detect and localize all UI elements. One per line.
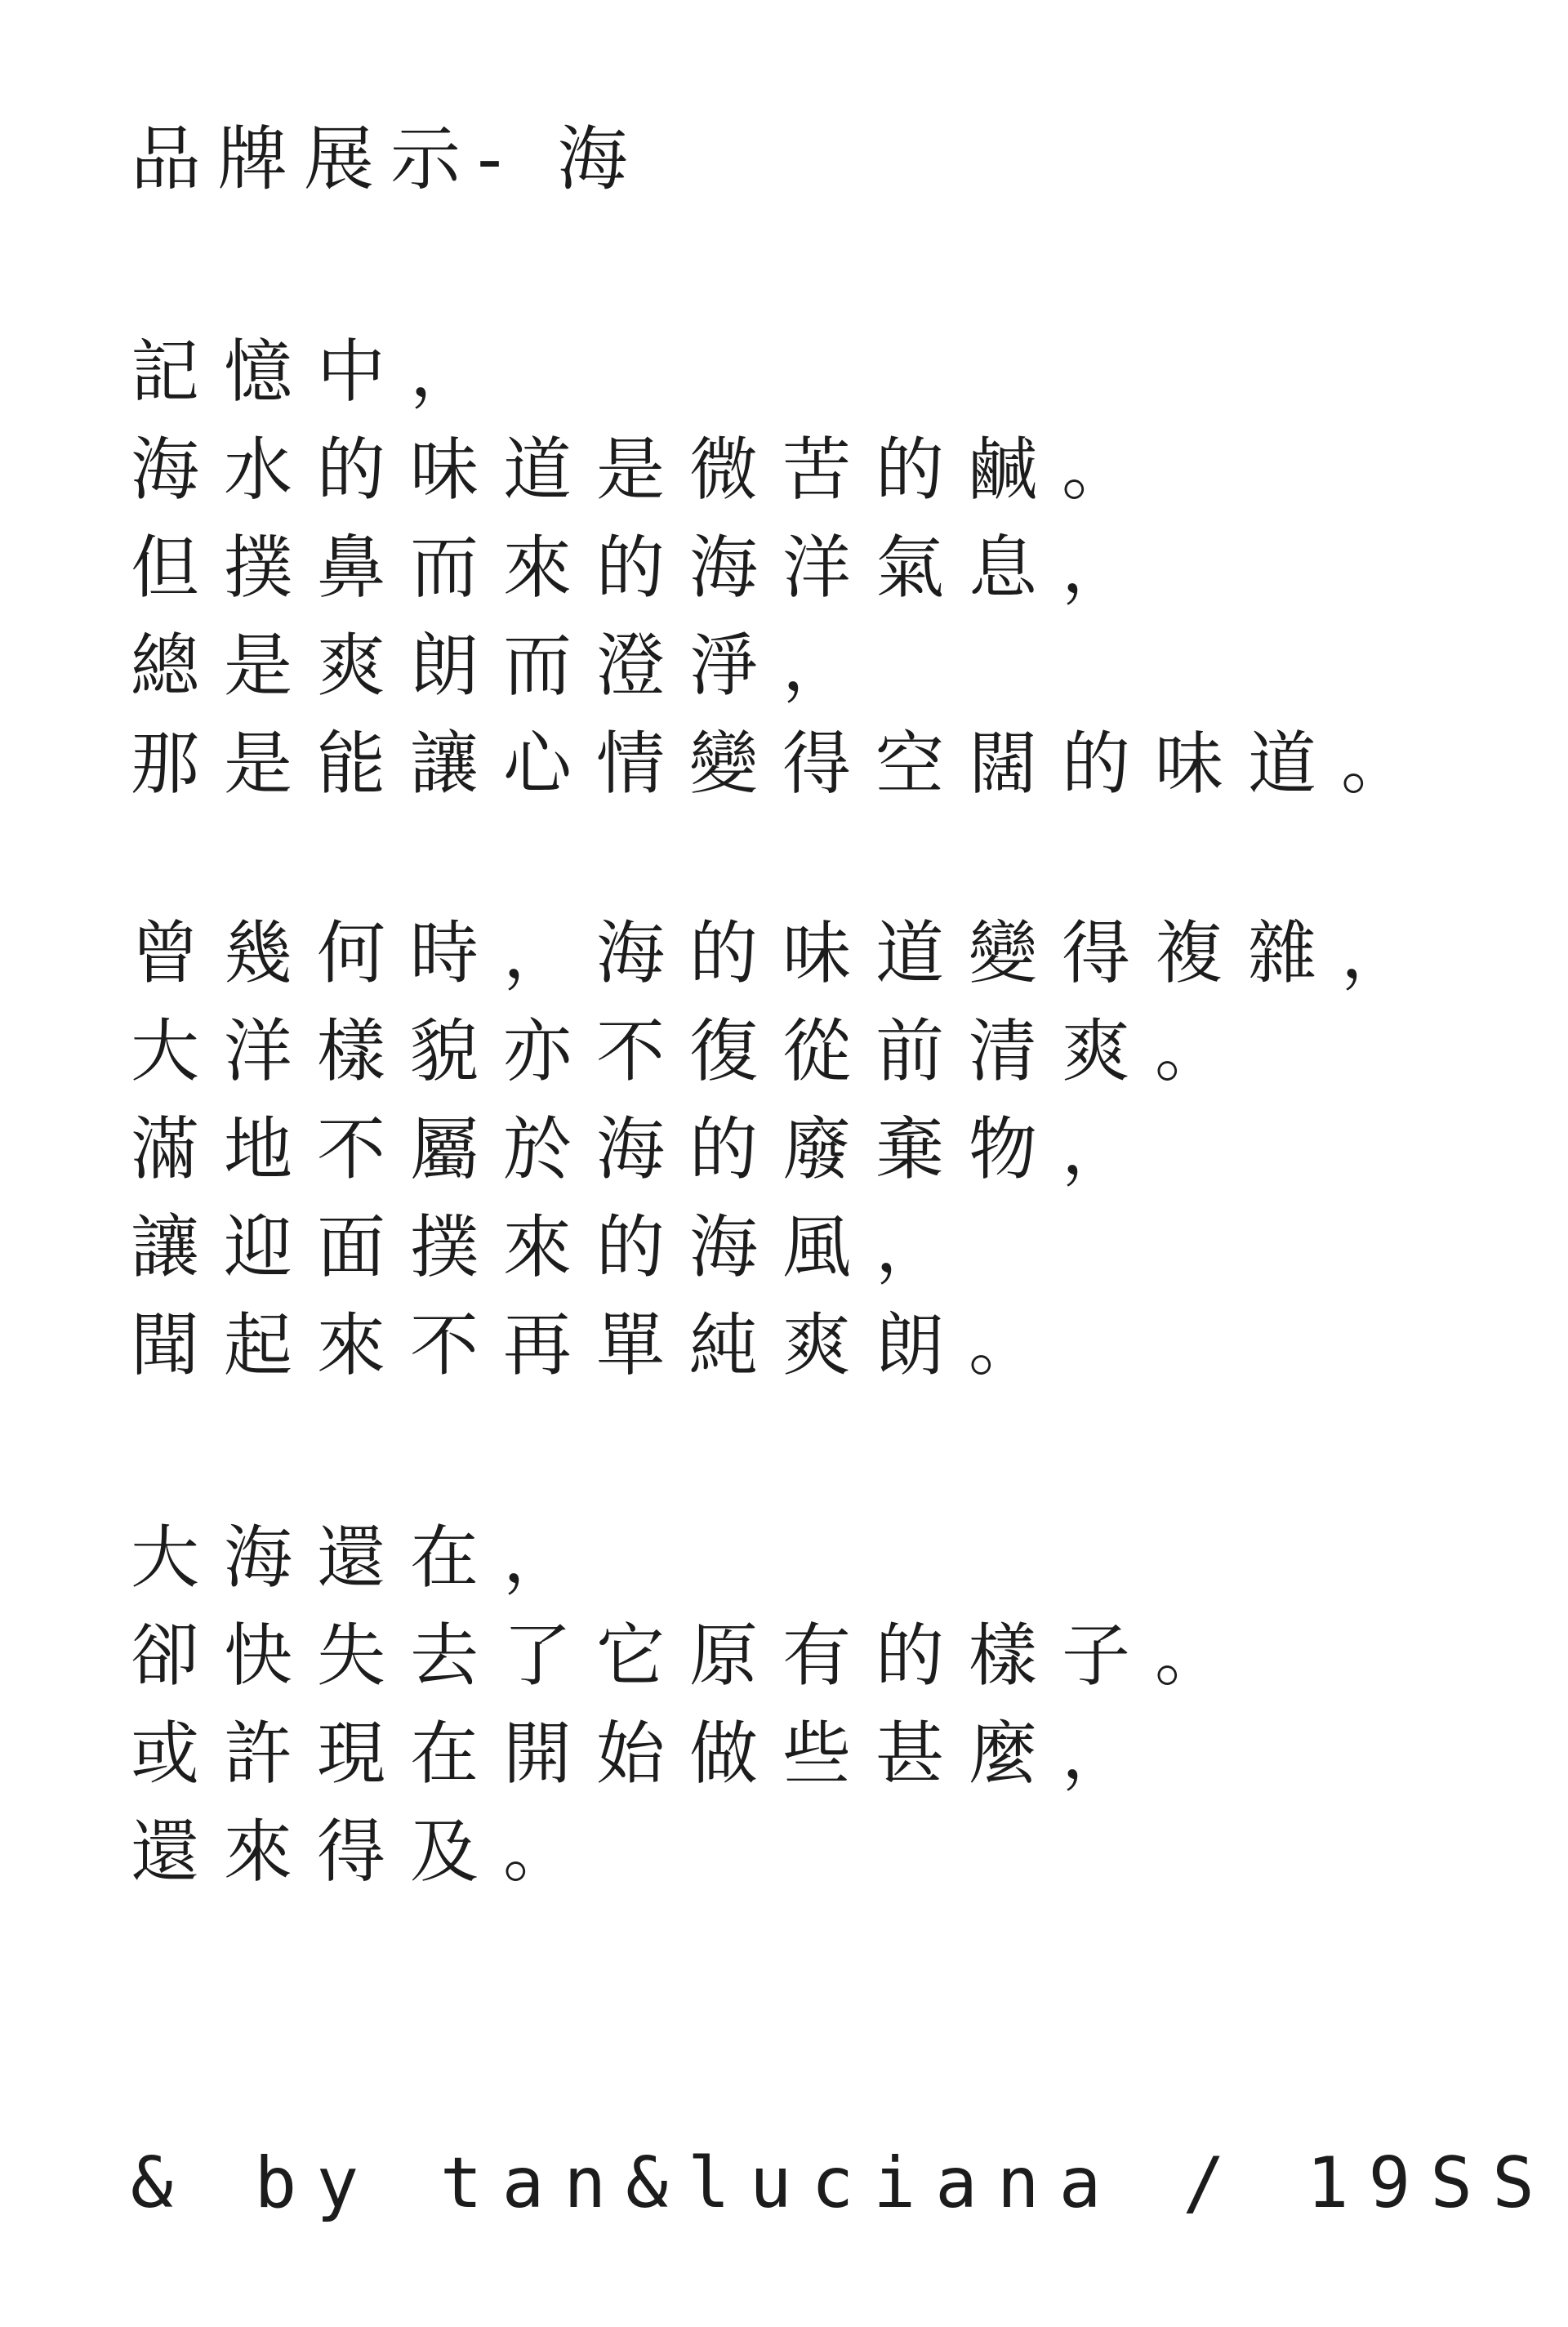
poem-line: 那是能讓心情變得空闊的味道。 [131,724,1435,804]
stanza-hope [131,1509,1519,1901]
poem-line: 或許現在開始做些甚麼， [131,1714,1156,1794]
poem-line: 曾幾何時，海的味道變得複雜， [131,913,1435,993]
poem-line: 讓迎面撲來的海風， [131,1207,969,1287]
author-signature: & by tan&luciana / 19SS [131,2142,1554,2224]
poem-line: 記憶中， [131,332,504,412]
poem-line: 卻快失去了它原有的樣子。 [131,1616,1249,1696]
poem-line: 滿地不屬於海的廢棄物， [131,1109,1156,1189]
stanza-memory [131,323,1519,813]
poem-line: 還來得及。 [131,1812,597,1892]
page-title: 品牌展示- 海 [131,118,644,200]
poem-page [131,114,1519,1901]
poem-line: 但撲鼻而來的海洋氣息， [131,528,1156,608]
poem-line: 大洋樣貌亦不復從前清爽。 [131,1011,1249,1091]
poem-line: 聞起來不再單純爽朗。 [131,1305,1062,1385]
stanza-change [131,904,1519,1394]
poem-line: 總是爽朗而澄淨， [131,626,876,706]
poem-line: 大海還在， [131,1518,597,1598]
poem-line: 海水的味道是微苦的鹹。 [131,430,1156,510]
